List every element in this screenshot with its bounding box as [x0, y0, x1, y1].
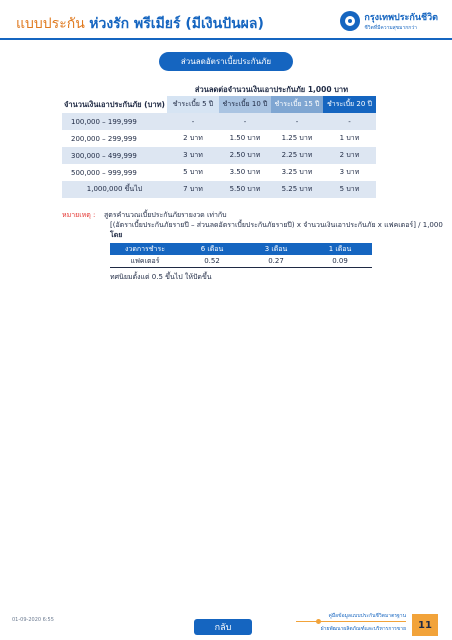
value-cell: 1.50 บาท — [229, 134, 261, 142]
value-cell: 2 บาท — [183, 134, 203, 142]
table-row — [62, 147, 376, 164]
factor-value-cell: 0.27 — [268, 257, 284, 265]
title-main: ห่วงรัก พรีเมียร์ (มีเงินปันผล) — [89, 16, 264, 32]
page-title — [16, 13, 264, 35]
factor-value-row — [110, 255, 372, 268]
column-header-20yr: ชำระเบี้ย 20 ปี — [323, 96, 376, 113]
column-header-15yr: ชำระเบี้ย 15 ปี — [271, 96, 323, 113]
table-row — [62, 181, 376, 198]
factor-table — [110, 243, 372, 268]
header-divider — [0, 38, 452, 40]
footer-timestamp: 01-09-2020 6:55 — [12, 617, 54, 623]
factor-label-cell: แฟคเตอร์ — [130, 256, 160, 265]
table-body — [62, 113, 376, 198]
table-row — [62, 130, 376, 147]
value-cell: 1 บาท — [339, 134, 360, 142]
value-cell: 3 บาท — [339, 168, 360, 176]
page-header — [0, 0, 452, 40]
footer-manual-title: คู่มือข้อมูลแบบประกันชีวิตมาตรฐาน — [328, 613, 406, 619]
footer-dot-icon — [316, 619, 321, 624]
remark-where: โดย — [110, 231, 123, 239]
value-cell: 2 บาท — [339, 151, 360, 159]
discount-span-header: ส่วนลดต่อจำนวนเงินเอาประกันภัย 1,000 บาท — [167, 84, 376, 98]
value-cell: 7 บาท — [183, 185, 203, 193]
value-cell: 3.50 บาท — [229, 168, 261, 176]
back-button[interactable]: กลับ — [194, 619, 252, 635]
column-header-5yr: ชำระเบี้ย 5 ปี — [167, 96, 219, 113]
amount-cell: 1,000,000 ขึ้นไป — [86, 185, 143, 193]
factor-header-cell: 3 เดือน — [264, 244, 288, 253]
factor-header-row — [110, 243, 372, 255]
logo-text — [364, 10, 438, 32]
table-row — [62, 164, 376, 181]
value-cell: 3.25 บาท — [281, 168, 313, 176]
factor-header-cell: 6 เดือน — [200, 244, 224, 253]
amount-cell: 300,000 – 499,999 — [71, 151, 137, 160]
value-cell: 5 บาท — [339, 185, 360, 193]
column-header-10yr: ชำระเบี้ย 10 ปี — [219, 96, 271, 113]
value-cell: 2.50 บาท — [229, 151, 261, 159]
footer-department: ฝ่ายพัฒนาผลิตภัณฑ์และบริหารการขาย — [320, 626, 406, 632]
table-row — [62, 113, 376, 130]
amount-cell: 100,000 – 199,999 — [71, 117, 137, 126]
footer-divider — [296, 621, 406, 622]
value-cell: - — [191, 117, 195, 126]
logo-name: กรุงเทพประกันชีวิต — [364, 13, 438, 23]
factor-header-cell: งวดการชำระ — [124, 244, 166, 253]
title-prefix: แบบประกัน — [16, 16, 85, 32]
amount-cell: 200,000 – 299,999 — [71, 134, 137, 143]
value-cell: 1.25 บาท — [281, 134, 313, 142]
amount-column-header: จำนวนเงินเอาประกันภัย (บาท) — [64, 99, 165, 109]
value-cell: - — [295, 117, 299, 126]
factor-value-cell: 0.52 — [204, 257, 220, 265]
value-cell: 5.50 บาท — [229, 185, 261, 193]
logo-tagline: ชีวิตที่มีความสุขมากกว่า — [364, 25, 417, 31]
factor-value-cell: 0.09 — [332, 257, 348, 265]
value-cell: 5 บาท — [183, 168, 203, 176]
remark-formula: [(อัตราเบี้ยประกันภัยรายปี – ส่วนลดอัตราเบี้ยประกันภัยรายปี) x จำนวนเงินเอาประกันภัย x แฟคเตอร์] / 1,000 — [110, 221, 443, 229]
factor-header-cell: 1 เดือน — [328, 244, 352, 253]
value-cell: 2.25 บาท — [281, 151, 313, 159]
company-logo — [340, 10, 438, 32]
value-cell: 5.25 บาท — [281, 185, 313, 193]
remark-label: หมายเหตุ : — [62, 211, 96, 219]
rounding-note: ทศนิยมตั้งแต่ 0.5 ขึ้นไป ให้ปัดขึ้น — [110, 273, 212, 281]
table-header-row — [62, 96, 376, 113]
logo-emblem-icon — [340, 11, 360, 31]
page-number: 11 — [412, 614, 438, 636]
value-cell: - — [348, 117, 351, 126]
amount-cell: 500,000 – 999,999 — [71, 168, 137, 177]
value-cell: - — [243, 117, 247, 126]
section-title-pill: ส่วนลดอัตราเบี้ยประกันภัย — [159, 52, 293, 71]
remark-formula-intro: สูตรคำนวณเบี้ยประกันภัยรายงวด เท่ากับ — [104, 211, 227, 219]
value-cell: 3 บาท — [183, 151, 203, 159]
